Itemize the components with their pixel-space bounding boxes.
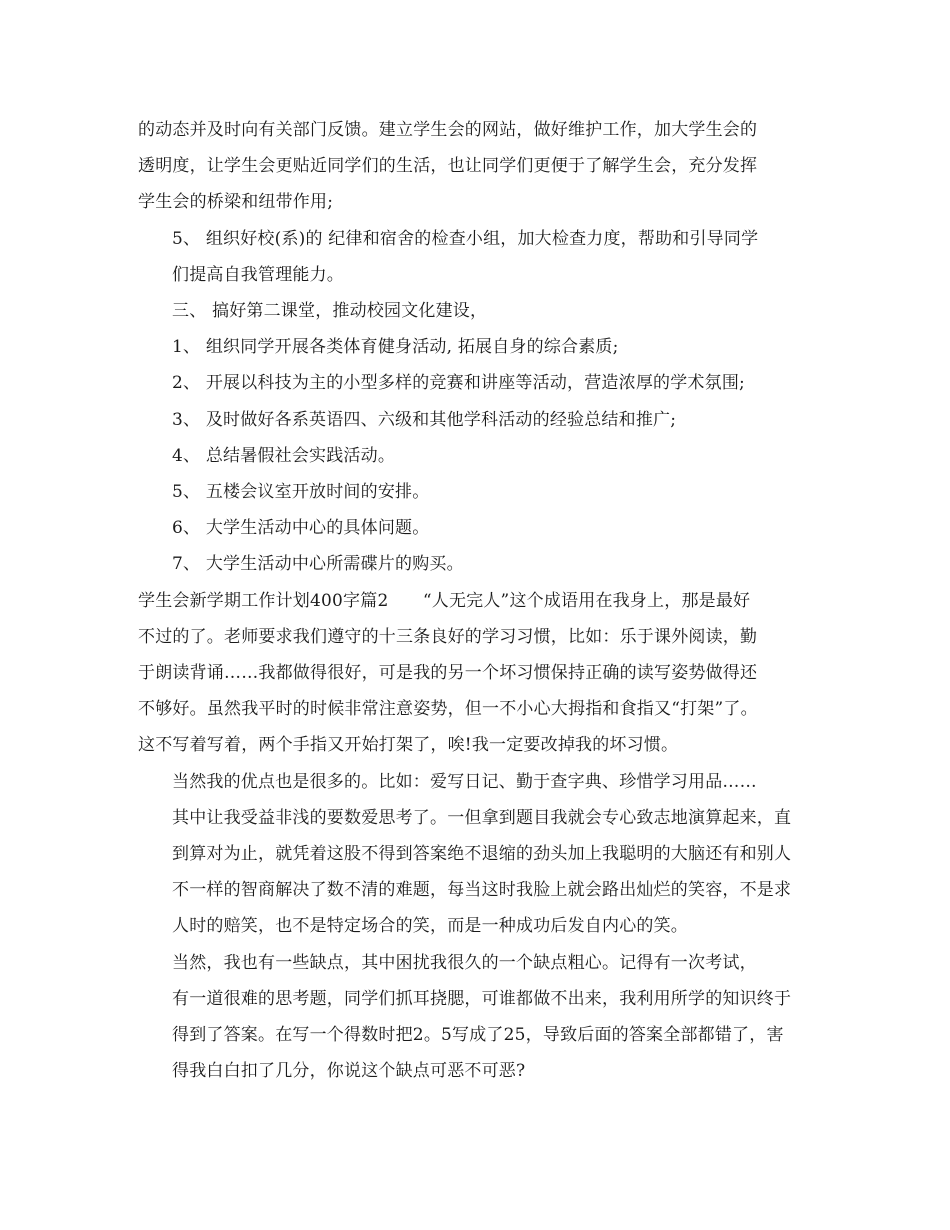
text-line: 得到了答案。在写一个得数时把2。5写成了25，导致后面的答案全部都错了，害 bbox=[172, 1025, 784, 1046]
text-line: 其中让我受益非浅的要数爱思考了。一但拿到题目我就会专心致志地演算起来，直 bbox=[172, 807, 792, 828]
text-line: 2、 开展以科技为主的小型多样的竞赛和讲座等活动，营造浓厚的学术氛围; bbox=[172, 373, 745, 394]
paragraph bbox=[138, 510, 818, 546]
text-line: 不够好。虽然我平时的时候非常注意姿势，但一不小心大拇指和食指又“打架”了。 bbox=[138, 699, 758, 720]
paragraph bbox=[138, 329, 818, 365]
text-line: 透明度，让学生会更贴近同学们的生活，也让同学们更便于了解学生会，充分发挥 bbox=[138, 156, 758, 177]
text-line: 1、 组织同学开展各类体育健身活动, 拓展自身的综合素质; bbox=[172, 337, 619, 358]
text-line: 们提高自我管理能力。 bbox=[172, 264, 344, 285]
text-line: 当然我的优点也是很多的。比如：爱写日记、勤于查字典、珍惜学习用品…… bbox=[172, 771, 757, 792]
text-line: 6、 大学生活动中心的具体问题。 bbox=[172, 518, 430, 539]
text-line: 3、 及时做好各系英语四、六级和其他学科活动的经验总结和推广; bbox=[172, 409, 677, 430]
paragraph bbox=[138, 365, 818, 401]
text-line: 不过的了。老师要求我们遵守的十三条良好的学习习惯，比如：乐于课外阅读，勤 bbox=[138, 626, 758, 647]
text-line: 5、 组织好校(系)的 纪律和宿舍的检查小组，加大检查力度，帮助和引导同学 bbox=[172, 228, 759, 249]
text-line: 当然，我也有一些缺点，其中困扰我很久的一个缺点粗心。记得有一次考试， bbox=[172, 952, 757, 973]
text-line: 不一样的智商解决了数不清的难题，每当这时我脸上就会路出灿烂的笑容，不是求 bbox=[172, 880, 792, 901]
document-body bbox=[138, 112, 818, 1089]
text-line: 的动态并及时向有关部门反馈。建立学生会的网站，做好维护工作，加大学生会的 bbox=[138, 120, 758, 140]
paragraph bbox=[138, 112, 818, 221]
text-line: 5、 五楼会议室开放时间的安排。 bbox=[172, 482, 430, 503]
paragraph bbox=[138, 474, 818, 510]
text-line: 得我白白扣了几分，你说这个缺点可恶不可恶? bbox=[172, 1061, 526, 1082]
text-line: 这不写着写着，两个手指又开始打架了，唉!我一定要改掉我的坏习惯。 bbox=[138, 735, 679, 756]
paragraph bbox=[138, 221, 818, 293]
text-line: 学生会的桥梁和纽带作用; bbox=[138, 192, 334, 213]
text-line: 7、 大学生活动中心所需碟片的购买。 bbox=[172, 554, 464, 575]
text-line: 于朗读背诵……我都做得很好，可是我的另一个坏习惯保持正确的读写姿势做得还 bbox=[138, 663, 758, 684]
text-line: 三、 搞好第二课堂，推动校园文化建设， bbox=[172, 301, 488, 322]
paragraph bbox=[138, 293, 818, 329]
paragraph bbox=[138, 583, 818, 764]
text-line: 4、 总结暑假社会实践活动。 bbox=[172, 445, 396, 466]
text-line: 有一道很难的思考题，同学们抓耳挠腮，可谁都做不出来，我利用所学的知识终于 bbox=[172, 988, 792, 1009]
text-line: 学生会新学期工作计划400字篇2 “人无完人”这个成语用在我身上，那是最好 bbox=[138, 590, 751, 611]
text-line: 人时的赔笑，也不是特定场合的笑，而是一种成功后发自内心的笑。 bbox=[172, 916, 688, 937]
paragraph bbox=[138, 764, 818, 945]
paragraph bbox=[138, 438, 818, 474]
paragraph bbox=[138, 546, 818, 582]
paragraph bbox=[138, 402, 818, 438]
paragraph bbox=[138, 945, 818, 1090]
text-line: 到算对为止，就凭着这股不得到答案绝不退缩的劲头加上我聪明的大脑还有和别人 bbox=[172, 844, 792, 865]
